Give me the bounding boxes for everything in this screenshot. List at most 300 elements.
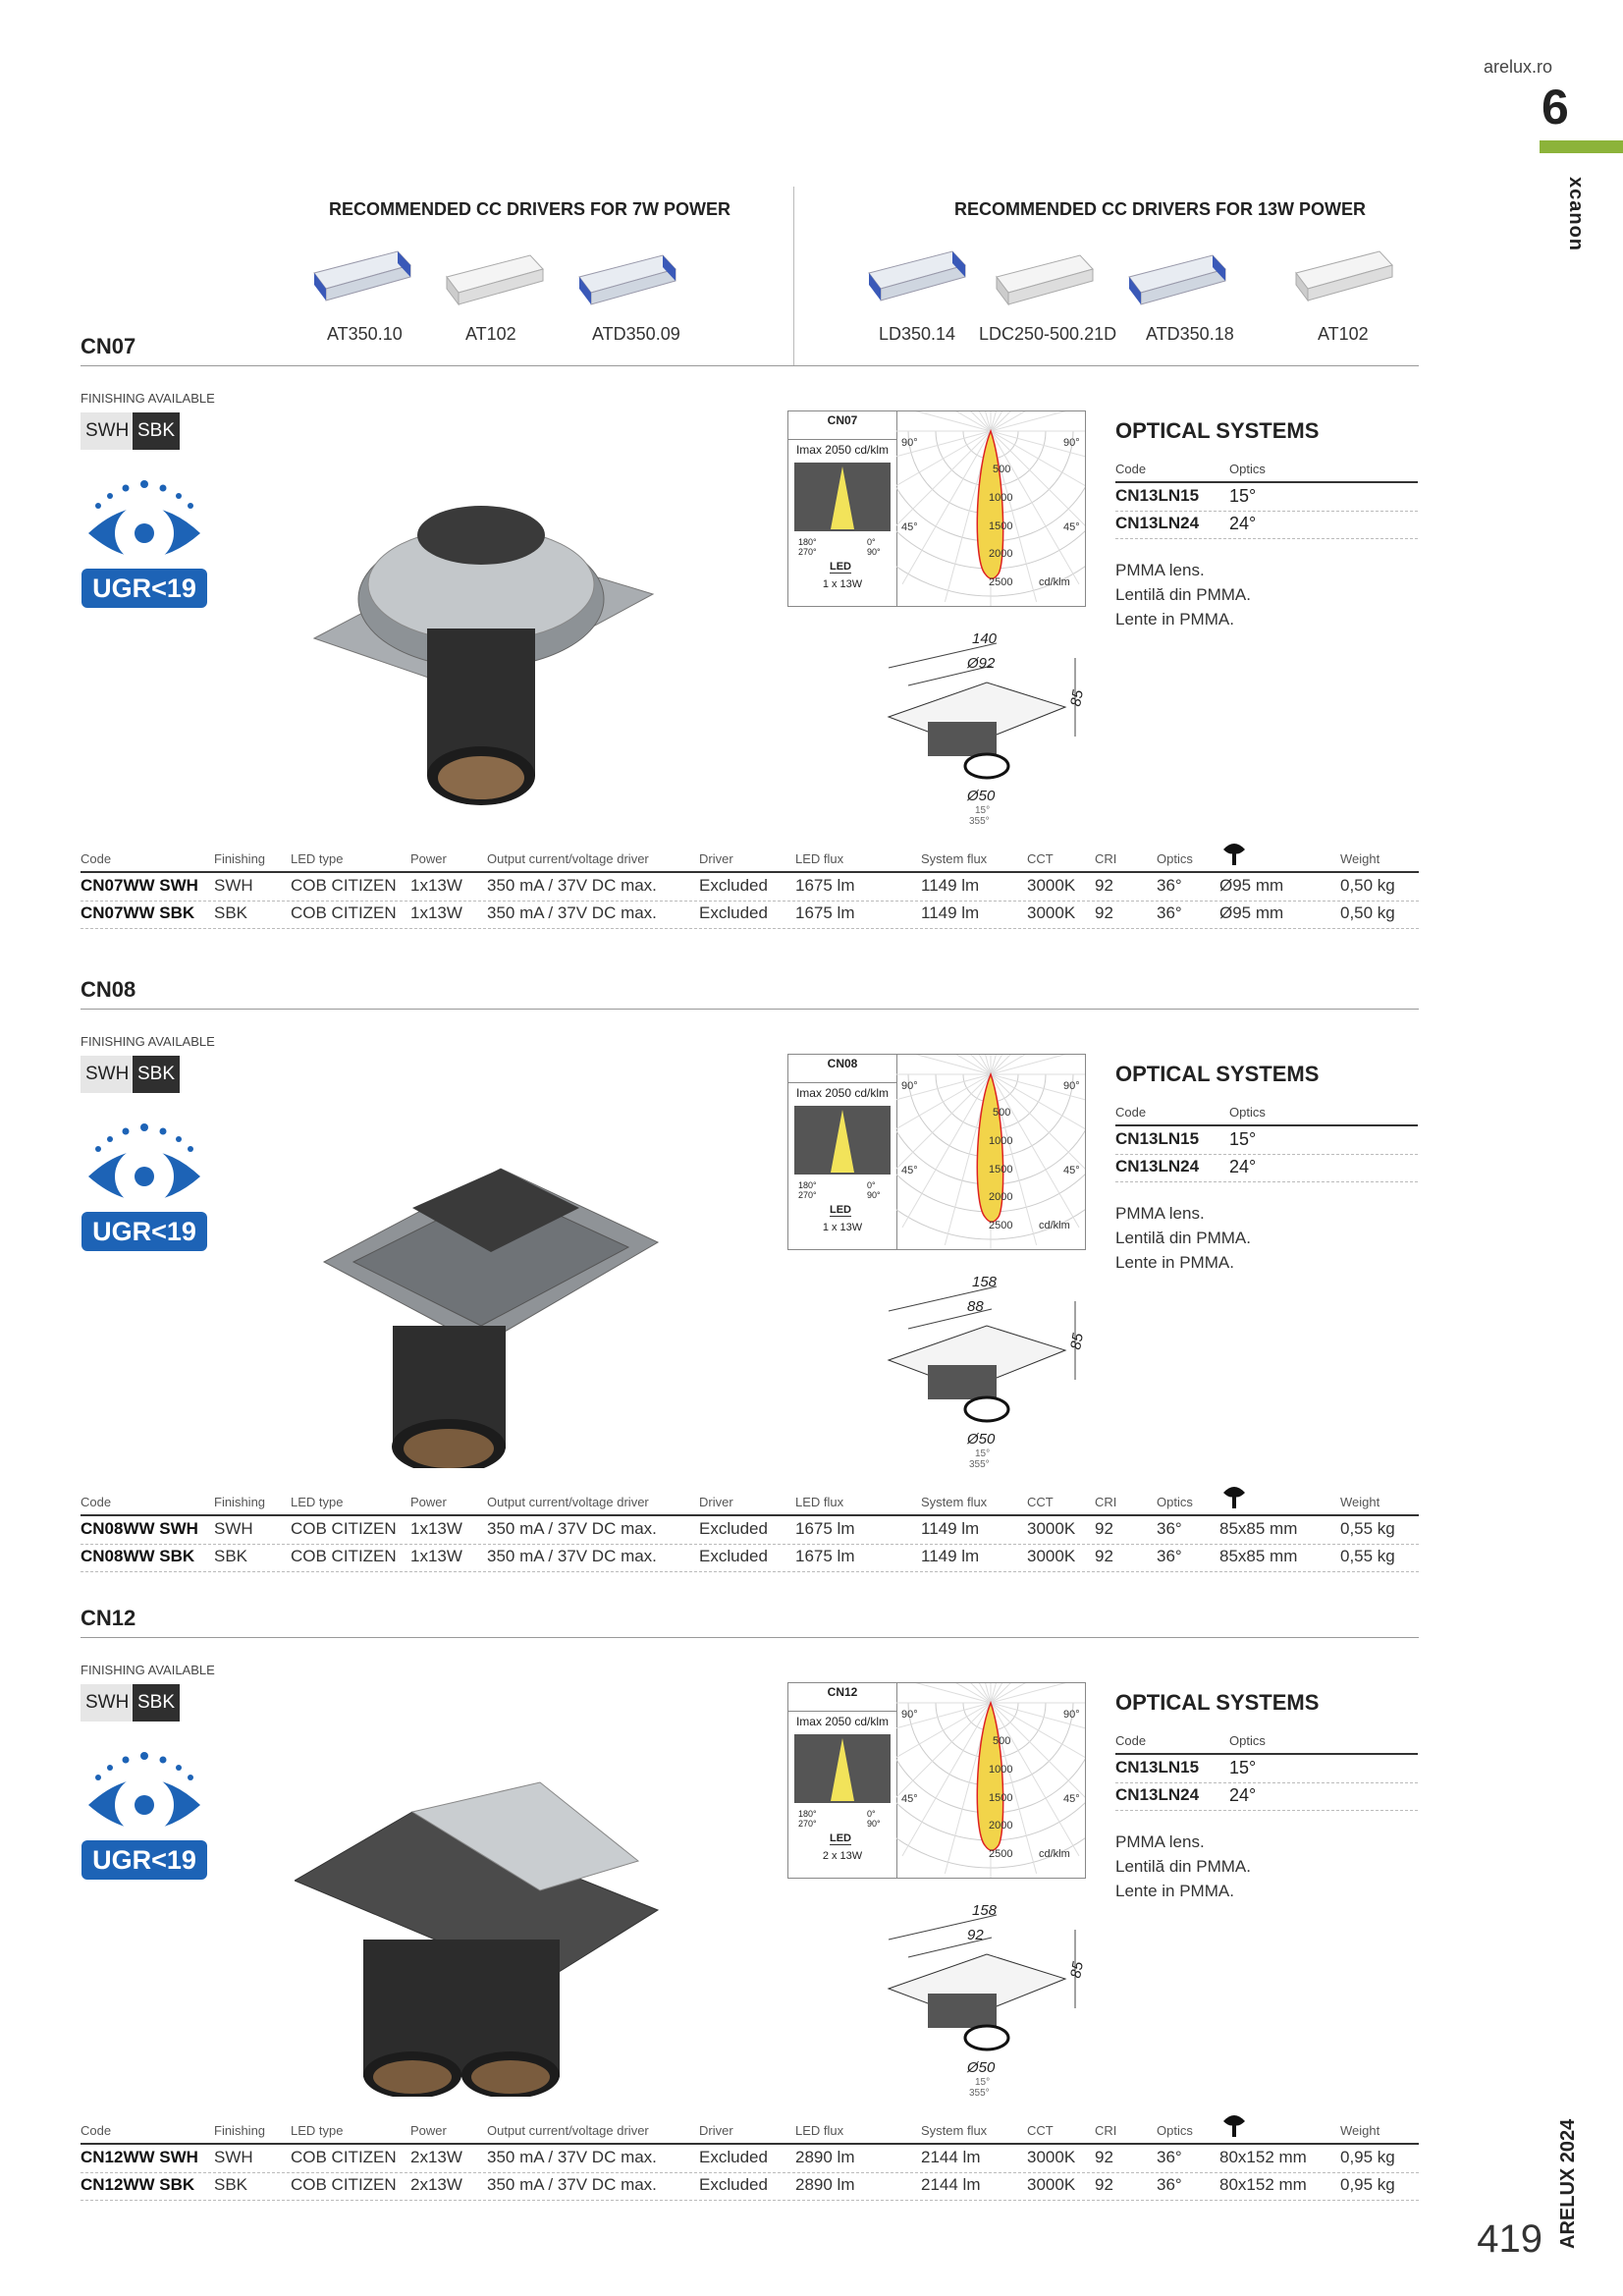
polar-unit-label: cd/klm [1039,576,1070,588]
table-header: LED type [291,1495,344,1509]
polar-tick-label: 1500 [989,1164,1013,1175]
polar-spoke [991,411,1085,431]
drivers-13w-title: RECOMMENDED CC DRIVERS FOR 13W POWER [954,199,1367,219]
table-header: Output current/voltage driver [487,1495,649,1509]
polar-tick-label: 500 [993,464,1011,475]
table-header: Finishing [214,2123,266,2138]
dim-opening [965,2026,1008,2050]
finish-chip-sbk: SBK [133,412,180,450]
lens-text: Lentilă din PMMA. [1115,585,1251,604]
model-title: CN07 [81,334,136,358]
polar-angle-label: 45° [1063,521,1080,533]
table-cell: 0,55 kg [1340,1519,1395,1538]
polar-spoke [991,1055,1037,1074]
polar-tick-label: 1000 [989,1764,1013,1776]
table-header: Driver [699,851,733,866]
table-cell: 36° [1157,1547,1182,1565]
table-row-line [81,2200,1419,2201]
ugr-text: UGR<19 [92,1217,196,1246]
polar-spoke [896,1683,991,1703]
table-cell: 85x85 mm [1219,1519,1298,1538]
mini-angle-d: 90° [867,547,881,557]
polar-spoke [896,1055,991,1074]
table-header: LED flux [795,851,844,866]
finishing-label: FINISHING AVAILABLE [81,1663,215,1677]
dim-label: 85 [1067,1960,1087,1980]
optics-row-line [1115,1782,1418,1783]
table-cell: 92 [1095,1519,1113,1538]
polar-spoke [896,1055,991,1074]
optics-code: CN13LN15 [1115,1758,1200,1777]
table-cell: 92 [1095,2175,1113,2194]
section-rule [81,1637,1419,1638]
optics-code: CN13LN24 [1115,1785,1200,1804]
optics-row-line [1115,1810,1418,1811]
cutout-pin-icon [1219,2111,1249,2139]
dimension-drawing [869,1900,1095,2097]
rotation-label: 15° [975,2077,991,2088]
footer-side-wrap [1557,2052,1596,2249]
photometry-box [787,1682,1086,1879]
beam-icon [794,463,891,531]
table-cell: 0,95 kg [1340,2148,1395,2166]
lens-text: Lentilă din PMMA. [1115,1857,1251,1876]
mini-angle-c: 270° [798,547,817,557]
table-header: Power [410,1495,447,1509]
table-row-line [81,2172,1419,2173]
product-render [295,1743,668,2097]
drivers-7w-title: RECOMMENDED CC DRIVERS FOR 7W POWER [329,199,731,219]
table-row-line [81,901,1419,902]
cutout-icon [1219,1483,1249,1515]
table-cell: 1x13W [410,903,462,922]
driver-label: ATD350.09 [592,324,680,344]
driver-img-atd35018 [1129,255,1225,304]
page-number: 419 [1477,2217,1542,2261]
polar-spoke [991,1683,1085,1703]
table-cell: 36° [1157,1519,1182,1538]
table-header: System flux [921,2123,988,2138]
table-header: Code [81,2123,112,2138]
table-cell: 1675 lm [795,903,855,922]
table-cell: 1675 lm [795,876,855,895]
table-cell: 350 mA / 37V DC max. [487,2148,657,2166]
optics-angle: 15° [1229,1758,1257,1777]
table-cell: 2144 lm [921,2175,981,2194]
table-cell: COB CITIZEN [291,2175,397,2194]
table-header: Finishing [214,851,266,866]
optics-code: CN13LN15 [1115,1129,1200,1148]
polar-spoke [945,411,991,431]
brand-label-wrap [1557,177,1596,295]
polar-tick-label: 2000 [989,1820,1013,1831]
optics-code: CN13LN24 [1115,514,1200,532]
table-cell: 85x85 mm [1219,1547,1298,1565]
table-header: Code [81,851,112,866]
table-head-rule [81,1514,1419,1516]
optics-code: CN13LN15 [1115,486,1200,505]
polar-tick-label: 1500 [989,1792,1013,1804]
brand-label: xcanon [1565,177,1587,252]
beam-icon [794,1106,891,1175]
product-render [295,471,668,825]
table-cell: 3000K [1027,2175,1076,2194]
finish-chip-sbk: SBK [133,1056,180,1093]
polar-tick-label: 2500 [989,1848,1013,1860]
dim-body [928,1994,997,2028]
polar-spoke [991,1683,1085,1703]
table-cell: 36° [1157,903,1182,922]
table-cell: 1149 lm [921,1547,980,1565]
beam-icon [794,1734,891,1803]
driver-img-at102-b [1296,251,1392,301]
dim-label: Ø50 [967,1431,996,1448]
product-render [295,1115,668,1468]
table-cell: 350 mA / 37V DC max. [487,876,657,895]
driver-label: ATD350.18 [1146,324,1234,344]
polar-spoke [991,1055,1085,1074]
driver-img-atd35009 [579,255,676,304]
polar-spoke [991,1683,1085,1703]
dim-body [928,1365,997,1399]
optics-head-code: Code [1115,1733,1147,1748]
dimension-drawing [869,1272,1095,1468]
driver-img-ld35014 [869,251,965,301]
optical-systems-title: OPTICAL SYSTEMS [1115,1062,1320,1086]
table-row-line [81,1544,1419,1545]
finish-chip-swh: SWH [81,412,134,450]
table-cell: 1x13W [410,1547,462,1565]
dim-label: 140 [972,630,998,647]
table-cell: Ø95 mm [1219,876,1284,895]
table-header: Optics [1157,2123,1193,2138]
lens-text: Lente in PMMA. [1115,1882,1234,1900]
table-header: Weight [1340,2123,1380,2138]
finish-chip-sbk: SBK [133,1684,180,1722]
mini-angle-a: 180° [798,1180,817,1190]
polar-spoke [991,411,1085,431]
table-cell: 80x152 mm [1219,2175,1307,2194]
table-cell: CN08WW SWH [81,1519,198,1538]
polar-tick-label: 500 [993,1735,1011,1747]
table-cell: CN08WW SBK [81,1547,195,1565]
photometry-watt: 1 x 13W [822,578,863,590]
polar-spoke [945,1055,991,1074]
table-header: Driver [699,2123,733,2138]
polar-spoke [896,411,991,431]
lens-text: Lentilă din PMMA. [1115,1229,1251,1247]
optics-angle: 15° [1229,1129,1257,1149]
driver-label: AT102 [1318,324,1369,344]
dim-label: Ø50 [967,788,996,804]
ugr-text: UGR<19 [92,1845,196,1875]
driver-label: AT102 [465,324,516,344]
table-cell: 350 mA / 37V DC max. [487,903,657,922]
polar-spoke [896,1683,991,1703]
table-cell: 350 mA / 37V DC max. [487,1547,657,1565]
mini-angle-a: 180° [798,537,817,547]
led-icon: LED [830,561,851,573]
dimension-drawing-svg [869,629,1095,825]
polar-angle-label: 90° [1063,1080,1080,1092]
dimension-drawing-svg [869,1272,1095,1468]
table-cell: Excluded [699,1519,768,1538]
mini-angle-c: 270° [798,1819,817,1829]
polar-tick-label: 2000 [989,548,1013,560]
table-cell: 36° [1157,876,1182,895]
table-header: CCT [1027,851,1054,866]
table-cell: 3000K [1027,903,1076,922]
polar-spoke [896,1683,991,1703]
table-cell: COB CITIZEN [291,903,397,922]
table-header: LED flux [795,1495,844,1509]
cutout-icon [1219,840,1249,872]
polar-diagram [896,1055,1085,1249]
photometry-box [787,410,1086,607]
polar-tick-label: 2500 [989,576,1013,588]
table-header: LED type [291,851,344,866]
optics-row-line [1115,511,1418,512]
table-cell: CN07WW SBK [81,903,195,922]
table-cell: 3000K [1027,1519,1076,1538]
polar-tick-label: 500 [993,1107,1011,1119]
table-header: LED flux [795,2123,844,2138]
mini-angle-c: 270° [798,1190,817,1200]
site-url[interactable]: arelux.ro [1483,57,1552,77]
table-cell: COB CITIZEN [291,2148,397,2166]
table-header: CCT [1027,2123,1054,2138]
driver-label: AT350.10 [327,324,403,344]
polar-spoke [945,1683,991,1703]
optics-angle: 15° [1229,486,1257,506]
polar-diagram [896,411,1085,606]
ugr-text: UGR<19 [92,574,196,603]
table-cell: 2x13W [410,2175,462,2194]
table-header: CRI [1095,2123,1117,2138]
polar-angle-label: 90° [901,1709,918,1721]
table-cell: Excluded [699,876,768,895]
table-header: Output current/voltage driver [487,2123,649,2138]
polar-angle-label: 45° [901,1165,918,1176]
polar-angle-label: 90° [901,1080,918,1092]
product-render-image [295,1743,668,2097]
photometry-legend [788,1055,897,1249]
polar-tick-label: 1000 [989,1135,1013,1147]
polar-spoke [991,1055,1085,1074]
mini-angle-b: 0° [867,1809,876,1819]
polar-spoke [896,411,991,431]
table-cell: 1675 lm [795,1547,855,1565]
table-cell: 92 [1095,2148,1113,2166]
model-title: CN08 [81,977,136,1002]
dim-label: Ø92 [967,655,996,672]
table-cell: 3000K [1027,876,1076,895]
table-head-rule [81,871,1419,873]
table-header: CRI [1095,1495,1117,1509]
lens-text: Lente in PMMA. [1115,1253,1234,1272]
table-header: CRI [1095,851,1117,866]
mini-angle-d: 90° [867,1819,881,1829]
table-cell: 2890 lm [795,2175,855,2194]
optics-row-line [1115,538,1418,539]
polar-spoke [991,411,1085,431]
table-cell: 0,95 kg [1340,2175,1395,2194]
polar-spoke [902,1055,991,1074]
table-cell: 2x13W [410,2148,462,2166]
table-cell: 1149 lm [921,903,980,922]
table-cell: Excluded [699,2148,768,2166]
finishing-label: FINISHING AVAILABLE [81,391,215,406]
table-cell: 350 mA / 37V DC max. [487,1519,657,1538]
photometry-imax: Imax 2050 cd/klm [788,1711,896,1728]
table-cell: CN12WW SWH [81,2148,198,2166]
driver-img-at35010 [314,251,410,301]
table-cell: 80x152 mm [1219,2148,1307,2166]
cutout-pin-icon [1219,1483,1249,1510]
footer-side-label: ARELUX 2024 [1557,2118,1579,2249]
section-rule [81,365,1419,366]
table-cell: COB CITIZEN [291,876,397,895]
table-header: Power [410,2123,447,2138]
table-cell: 1675 lm [795,1519,855,1538]
polar-spoke [896,411,991,431]
optics-head-optics: Optics [1229,1733,1266,1748]
photometry-imax: Imax 2050 cd/klm [788,439,896,457]
table-head-rule [81,2143,1419,2145]
table-cell: 1149 lm [921,1519,980,1538]
table-cell: 92 [1095,876,1113,895]
table-cell: Excluded [699,1547,768,1565]
table-header: Driver [699,1495,733,1509]
dim-label: 85 [1067,688,1087,708]
table-header: System flux [921,851,988,866]
driver-img-ldc [997,255,1093,304]
polar-angle-label: 45° [901,1793,918,1805]
dim-label: 158 [972,1274,998,1290]
chapter-bar [1540,140,1623,153]
table-cell: 3000K [1027,2148,1076,2166]
table-cell: COB CITIZEN [291,1547,397,1565]
optics-head-optics: Optics [1229,462,1266,476]
led-icon: LED [830,1204,851,1216]
table-cell: 92 [1095,1547,1113,1565]
polar-spoke [991,411,1079,431]
dim-label: 88 [967,1298,984,1315]
finishing-label: FINISHING AVAILABLE [81,1034,215,1049]
table-header: Code [81,1495,112,1509]
dim-label: 92 [967,1927,984,1943]
optics-head-code: Code [1115,462,1147,476]
photometry-model: CN12 [827,1685,858,1699]
table-row-line [81,1571,1419,1572]
rotation-label: 355° [969,2088,990,2097]
optics-head-rule [1115,1124,1418,1126]
table-cell: 2890 lm [795,2148,855,2166]
mini-angle-d: 90° [867,1190,881,1200]
mini-angle-b: 0° [867,1180,876,1190]
table-cell: Excluded [699,2175,768,2194]
table-cell: 36° [1157,2148,1182,2166]
table-cell: 0,55 kg [1340,1547,1395,1565]
driver-label: LDC250-500.21D [979,324,1117,344]
rotation-label: 15° [975,1449,991,1459]
finish-chip-swh: SWH [81,1056,134,1093]
table-cell: Ø95 mm [1219,903,1284,922]
lens-text: PMMA lens. [1115,561,1205,579]
optics-head-rule [1115,1753,1418,1755]
polar-spoke [991,411,1037,431]
mini-angle-b: 0° [867,537,876,547]
polar-angle-label: 90° [1063,437,1080,449]
lens-text: Lente in PMMA. [1115,610,1234,629]
table-header: System flux [921,1495,988,1509]
table-header: Weight [1340,1495,1380,1509]
table-cell: SBK [214,903,248,922]
table-cell: 0,50 kg [1340,876,1395,895]
rotation-label: 15° [975,805,991,816]
polar-spoke [902,411,991,431]
optics-row-line [1115,1181,1418,1182]
table-row-line [81,928,1419,929]
polar-spoke [991,1055,1079,1074]
photometry-model: CN07 [827,413,858,427]
cutout-icon [1219,2111,1249,2144]
polar-spoke [902,1683,991,1703]
polar-tick-label: 2000 [989,1191,1013,1203]
product-render-image [295,1115,668,1468]
section-rule [81,1009,1419,1010]
table-cell: SBK [214,2175,248,2194]
table-header: Power [410,851,447,866]
table-cell: SWH [214,1519,253,1538]
polar-spoke [991,1055,1085,1074]
dimension-drawing [869,629,1095,825]
led-icon: LED [830,1832,851,1844]
table-cell: 2144 lm [921,2148,981,2166]
photometry-watt: 2 x 13W [822,1850,863,1862]
table-header: Finishing [214,1495,266,1509]
dim-opening [965,754,1008,778]
polar-angle-label: 45° [1063,1165,1080,1176]
photometry-model: CN08 [827,1057,858,1070]
polar-angle-label: 90° [901,437,918,449]
table-cell: CN12WW SBK [81,2175,195,2194]
optics-angle: 24° [1229,1157,1257,1176]
photometry-box [787,1054,1086,1250]
table-cell: 1x13W [410,876,462,895]
photometry-legend [788,411,897,606]
table-cell: 350 mA / 37V DC max. [487,2175,657,2194]
rotation-label: 355° [969,816,990,825]
polar-unit-label: cd/klm [1039,1848,1070,1860]
table-cell: CN07WW SWH [81,876,198,895]
rotation-label: 355° [969,1459,990,1468]
mini-angle-a: 180° [798,1809,817,1819]
polar-spoke [896,1055,991,1074]
optics-row-line [1115,1154,1418,1155]
dim-body [928,722,997,756]
lens-text: PMMA lens. [1115,1832,1205,1851]
driver-label: LD350.14 [879,324,956,344]
table-cell: SBK [214,1547,248,1565]
optics-angle: 24° [1229,514,1257,533]
dim-label: 85 [1067,1332,1087,1351]
table-header: LED type [291,2123,344,2138]
table-cell: 0,50 kg [1340,903,1395,922]
table-cell: Excluded [699,903,768,922]
table-header: Weight [1340,851,1380,866]
lens-text: PMMA lens. [1115,1204,1205,1223]
